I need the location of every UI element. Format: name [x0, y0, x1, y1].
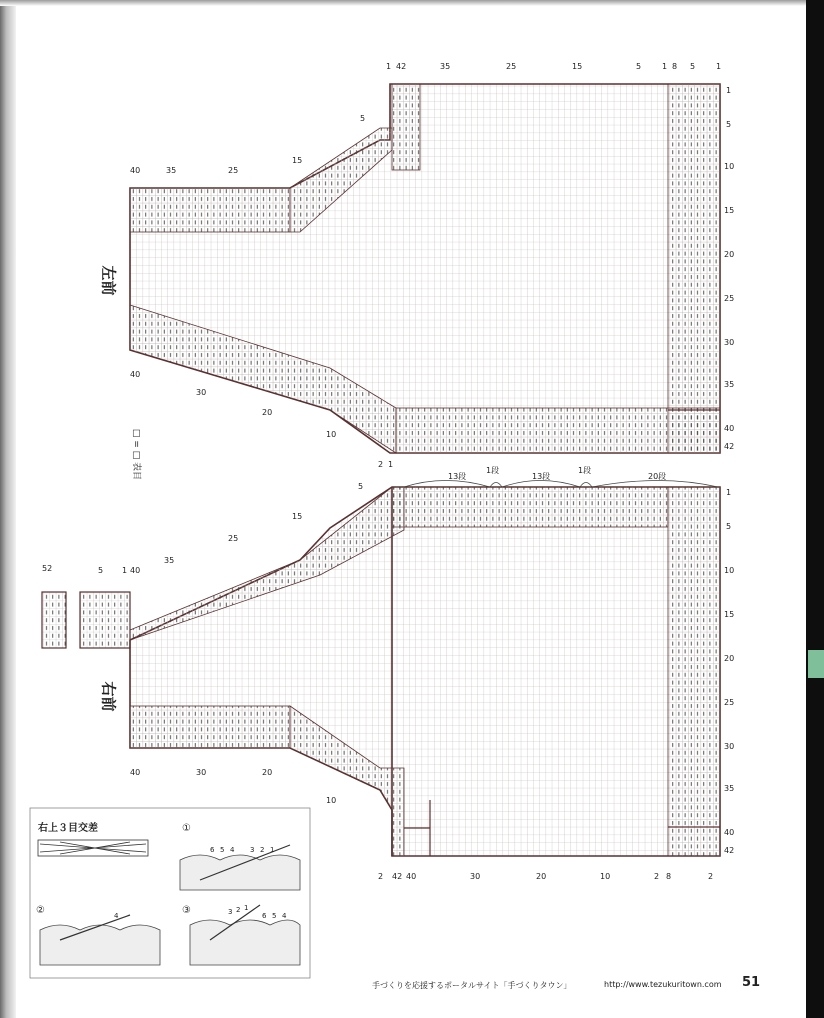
page-number: 51 [742, 975, 761, 990]
right-front-chart [42, 487, 720, 856]
step-1-marker: ① [182, 823, 191, 834]
step1-number: 2 [260, 846, 265, 854]
right-row-label: 40 [724, 828, 735, 837]
right-top-label: 5 [358, 482, 364, 491]
step3-number: 2 [236, 906, 241, 914]
right-row-label: 15 [724, 610, 735, 619]
left-top-label: 35 [440, 62, 451, 71]
right-row-label: 35 [724, 784, 735, 793]
right-top-label: 5 [98, 566, 104, 575]
left-bottom-label: 20 [262, 408, 273, 417]
right-row-label: 30 [724, 742, 735, 751]
right-col-label: 42 [392, 872, 403, 881]
step3-number: 5 [272, 912, 277, 920]
left-shoulder-label: 15 [292, 156, 303, 165]
left-shoulder-label: 40 [130, 166, 141, 175]
left-front-band-right [668, 84, 720, 453]
right-row-label: 25 [724, 698, 735, 707]
left-row-label: 5 [726, 120, 732, 129]
left-row-label: 30 [724, 338, 735, 347]
right-bottom-label: 20 [262, 768, 273, 777]
right-top-label: 40 [130, 566, 141, 575]
step1-number: 5 [220, 846, 225, 854]
left-row-label: 1 [726, 86, 732, 95]
left-front-outline [130, 84, 720, 453]
right-front-band-right [668, 487, 720, 856]
bracket-label: 1段 [486, 466, 500, 475]
right-top-label: 25 [228, 534, 239, 543]
step1-number: 1 [270, 846, 275, 854]
right-top-label: 52 [42, 564, 53, 573]
left-front-band-shoulder [130, 188, 290, 232]
step1-number: 4 [230, 846, 235, 854]
left-row-label: 20 [724, 250, 735, 259]
right-col-label: 10 [600, 872, 611, 881]
left-top-label: 1 [716, 62, 722, 71]
left-bottom-label: 40 [130, 370, 141, 379]
right-col-label: 2 [378, 872, 384, 881]
left-top-label: 5 [690, 62, 696, 71]
right-col-label: 2 [708, 872, 714, 881]
left-front-chart [130, 84, 720, 453]
footer-url[interactable]: http://www.tezukuritown.com [604, 980, 722, 989]
left-top-label: 1 [386, 62, 392, 71]
left-front-band-top [392, 84, 420, 170]
right-top-label: 15 [292, 512, 303, 521]
right-top-label: 35 [164, 556, 175, 565]
footer-text: 手づくりを応援するポータルサイト「手づくりタウン」 [372, 981, 572, 990]
left-row-label: 35 [724, 380, 735, 389]
left-bottom-label: 10 [326, 430, 337, 439]
right-bottom-label: 30 [196, 768, 207, 777]
step3-number: 3 [228, 908, 233, 916]
left-bottom-label: 1 [388, 460, 394, 469]
left-row-label: 42 [724, 442, 735, 451]
left-row-label: 15 [724, 206, 735, 215]
right-row-label: 1 [726, 488, 732, 497]
left-bottom-label: 2 [378, 460, 384, 469]
left-top-label: 8 [672, 62, 678, 71]
left-front-title: 左前 [99, 265, 118, 296]
step1-number: 6 [210, 846, 215, 854]
left-front-band-bottom [396, 408, 720, 453]
bracket-label: 20段 [648, 472, 667, 481]
right-bottom-label: 40 [130, 768, 141, 777]
left-shoulder-label: 5 [360, 114, 366, 123]
step3-number: 4 [282, 912, 287, 920]
left-top-label: 15 [572, 62, 583, 71]
step1-number: 3 [250, 846, 255, 854]
right-col-label: 20 [536, 872, 547, 881]
right-front-outline [130, 487, 720, 856]
step2-number: 4 [114, 912, 119, 920]
step-2-marker: ② [36, 905, 45, 916]
right-row-label: 20 [724, 654, 735, 663]
right-col-label: 2 [654, 872, 660, 881]
left-row-label: 25 [724, 294, 735, 303]
right-front-band-top [392, 487, 668, 527]
bracket-label: 13段 [532, 472, 551, 481]
right-bottom-label: 10 [326, 796, 337, 805]
right-top-label: 1 [122, 566, 128, 575]
right-front-title: 右前 [99, 681, 118, 712]
left-bottom-label: 30 [196, 388, 207, 397]
right-col-label: 8 [666, 872, 672, 881]
right-col-label: 40 [406, 872, 417, 881]
legend: □ = □ 表目 [131, 428, 142, 481]
left-top-label: 1 [662, 62, 668, 71]
left-shoulder-label: 25 [228, 166, 239, 175]
left-top-label: 25 [506, 62, 517, 71]
step-3-marker: ③ [182, 905, 191, 916]
left-top-label: 42 [396, 62, 407, 71]
right-col-label: 30 [470, 872, 481, 881]
left-top-label: 5 [636, 62, 642, 71]
bracket-label: 13段 [448, 472, 467, 481]
bracket-arcs [404, 481, 718, 488]
right-front-tab-2 [80, 592, 130, 648]
right-front-band-bottom-left [130, 706, 290, 748]
left-shoulder-label: 35 [166, 166, 177, 175]
bracket-label: 1段 [578, 466, 592, 475]
left-row-label: 40 [724, 424, 735, 433]
left-row-label: 10 [724, 162, 735, 171]
step3-number: 6 [262, 912, 267, 920]
right-row-label: 5 [726, 522, 732, 531]
stitch-chart-title: 右上３目交差 [38, 823, 98, 834]
right-front-tab [42, 592, 66, 648]
right-row-label: 10 [724, 566, 735, 575]
right-row-label: 42 [724, 846, 735, 855]
step3-number: 1 [244, 904, 249, 912]
